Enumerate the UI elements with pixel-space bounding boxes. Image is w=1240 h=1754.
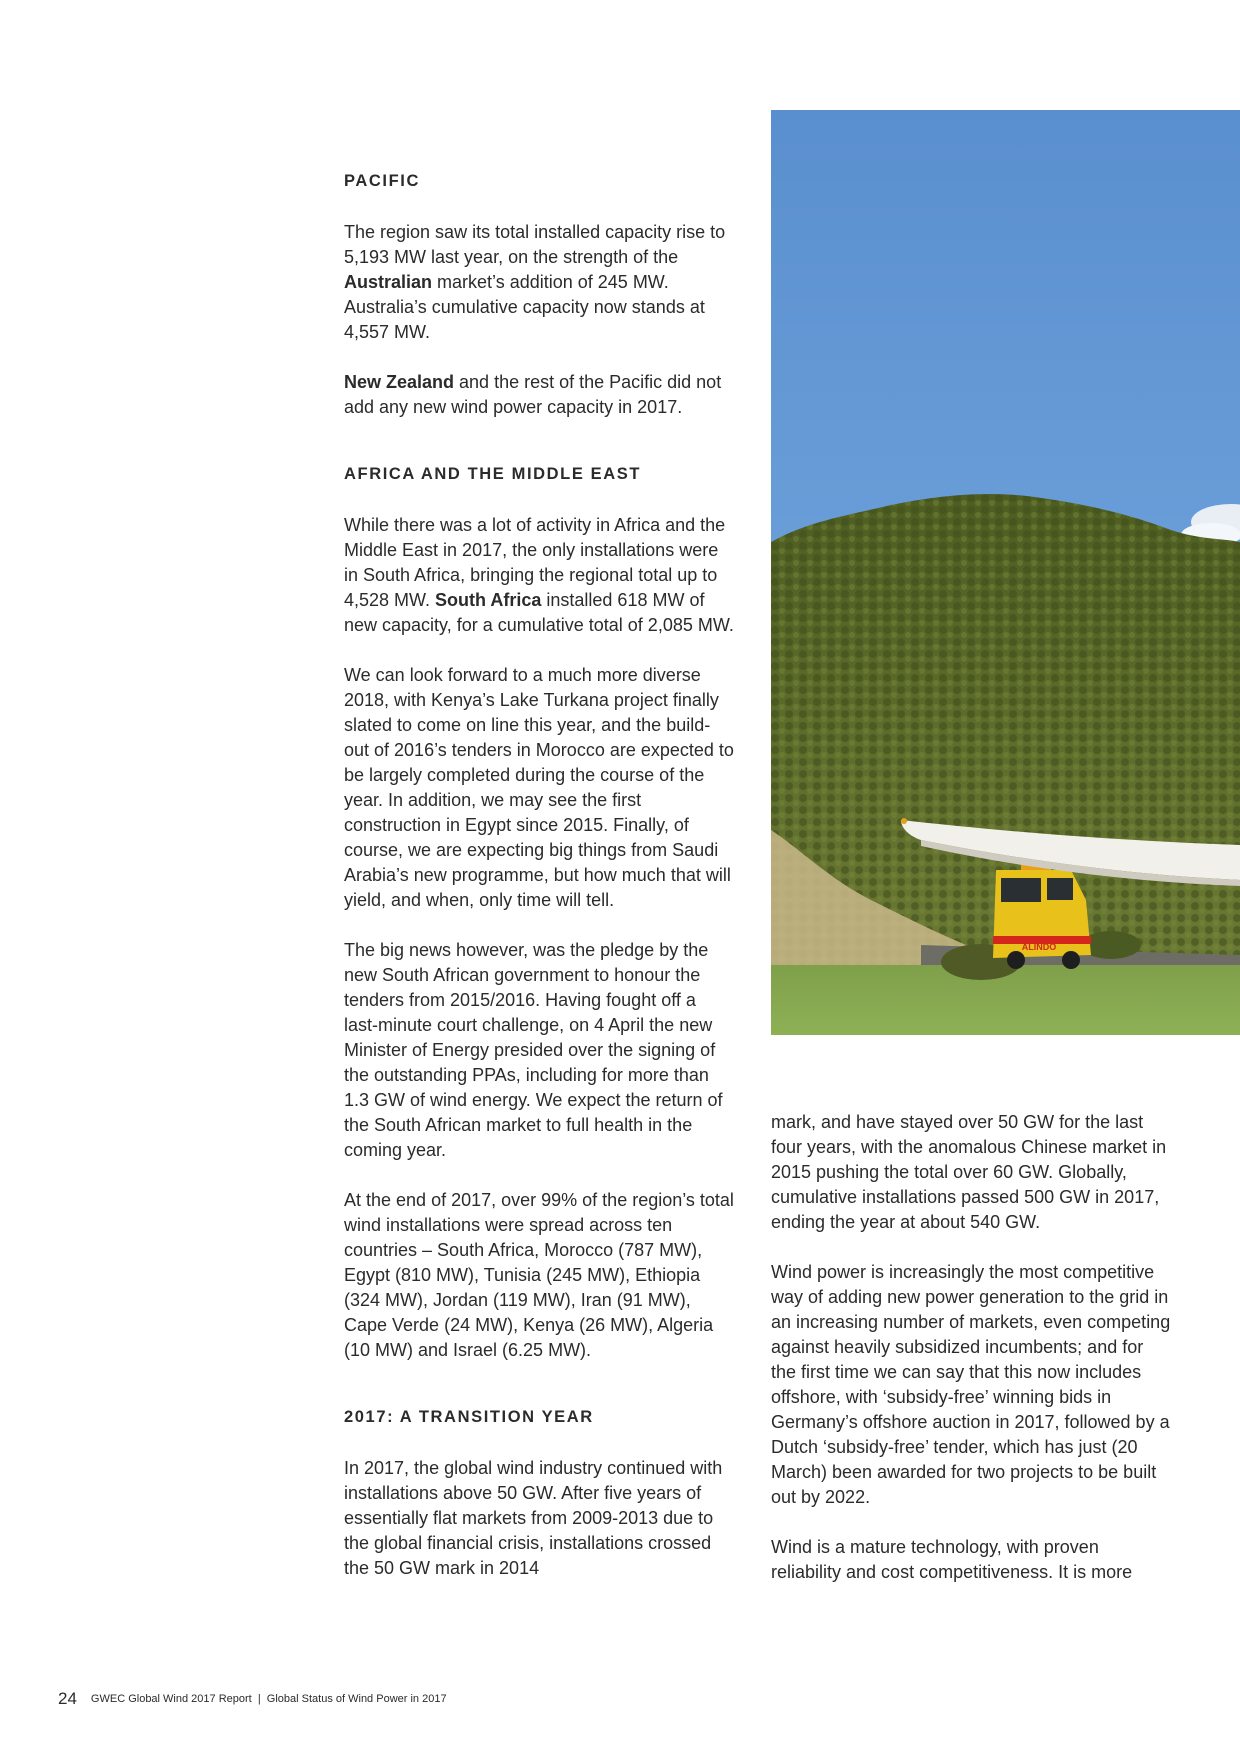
right-paragraph-2: Wind power is increasingly the most competitive way of adding new power generation to the grid in an increasing number of markets, even competing against heavily subsidized incumbents; and for the first time we can say that this now includes offshore, with ‘subsidy-free’ winning bids in Germany’s offshore auction in 2017, followed by a Dutch ‘subsidy-free’ tender, which has just (20 March) been awarded for two projects to be built out by 2022. xyxy=(771,1262,1171,1507)
heading-africa-middle-east: AFRICA AND THE MIDDLE EAST xyxy=(344,465,642,483)
footer-text: GWEC Global Wind 2017 Report | Global Status of Wind Power in 2017 xyxy=(90,1693,447,1705)
page-number: 24 xyxy=(58,1689,77,1708)
transition-paragraph-1: In 2017, the global wind industry continued with installations above 50 GW. After five years of essentially flat markets from 2009-2013 due to the global financial crisis, installations crossed the 50 GW mark in 2014 xyxy=(344,1458,723,1578)
page-footer xyxy=(58,1689,447,1709)
van-text: ALINDO xyxy=(1021,942,1057,952)
wind-turbine-blade-transport-photo xyxy=(771,110,1240,1035)
heading-pacific: PACIFIC xyxy=(344,172,420,190)
right-paragraph-3: Wind is a mature technology, with proven reliability and cost competitiveness. It is more xyxy=(771,1537,1133,1582)
africa-paragraph-1: While there was a lot of activity in Africa and the Middle East in 2017, the only installations were in South Africa, bringing the regional total up to 4,528 MW. South Africa installed 618 MW of new capacity, for a cumulative total of 2,085 MW. xyxy=(344,515,734,635)
africa-paragraph-4: At the end of 2017, over 99% of the region’s total wind installations were spread across ten countries – South Africa, Morocco (787 MW), Egypt (810 MW), Tunisia (245 MW), Ethiopia (324 MW), Jordan (119 MW), Iran (91 MW), Cape Verde (24 MW), Kenya (26 MW), Algeria (10 MW) and Israel (6.25 MW). xyxy=(344,1190,734,1360)
right-column xyxy=(771,1110,1171,1610)
right-paragraph-1: mark, and have stayed over 50 GW for the last four years, with the anomalous Chinese market in 2015 pushing the total over 60 GW. Globally, cumulative installations passed 500 GW in 2017, ending the year at about 540 GW. xyxy=(771,1112,1167,1232)
africa-paragraph-2: We can look forward to a much more diverse 2018, with Kenya’s Lake Turkana project finally slated to come on line this year, and the build-out of 2016’s tenders in Morocco are expected to be largely completed during the course of the year. In addition, we may see the first construction in Egypt since 2015. Finally, of course, we are expecting big things from Saudi Arabia’s new programme, but how much that will yield, and when, only time will tell. xyxy=(344,665,734,910)
pacific-paragraph-2: New Zealand and the rest of the Pacific did not add any new wind power capacity in 2017. xyxy=(344,372,722,417)
pacific-paragraph-1: The region saw its total installed capacity rise to 5,193 MW last year, on the strength of the Australian market’s addition of 245 MW. Australia’s cumulative capacity now stands at 4,557 MW. xyxy=(344,222,726,342)
left-column xyxy=(344,170,734,1606)
africa-paragraph-3: The big news however, was the pledge by the new South African government to honour the tenders from 2015/2016. Having fought off a last-minute court challenge, on 4 April the new Minister of Energy presided over the signing of the outstanding PPAs, including for more than 1.3 GW of wind energy. We expect the return of the South African market to full health in the coming year. xyxy=(344,940,723,1160)
heading-transition-year: 2017: A TRANSITION YEAR xyxy=(344,1408,594,1426)
